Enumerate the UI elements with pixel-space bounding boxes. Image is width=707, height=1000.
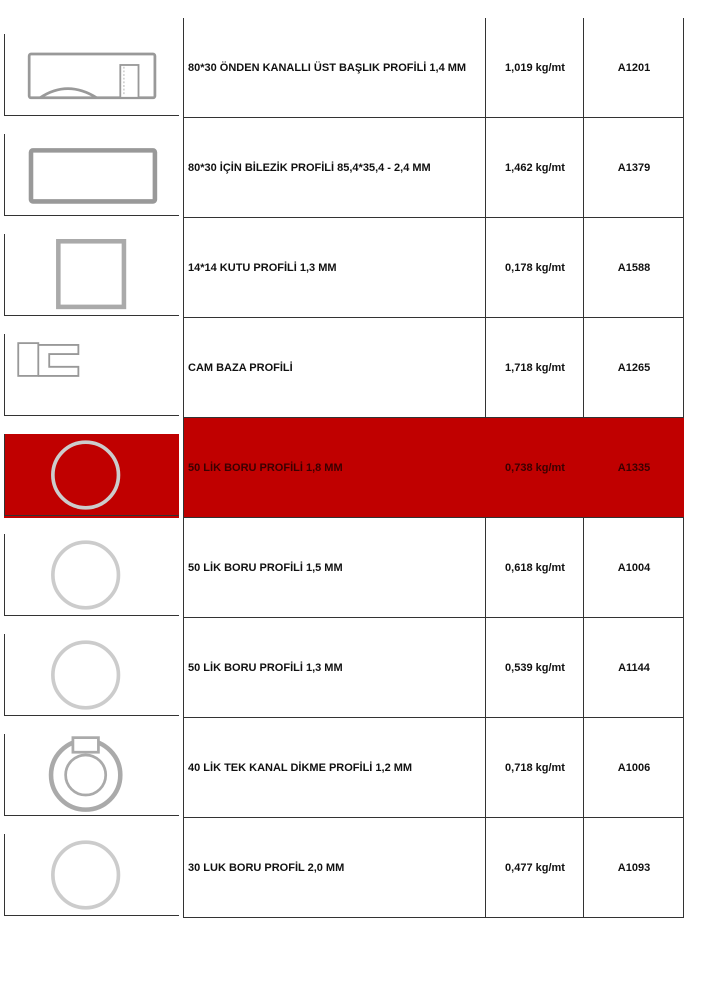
product-weight: 0,718 kg/mt: [505, 762, 565, 774]
round-tube-profile-icon: [5, 434, 180, 516]
round-tube-profile-icon: [5, 634, 180, 716]
round-tube-profile-icon: [5, 834, 180, 916]
product-name: CAM BAZA PROFİLİ: [188, 362, 293, 374]
product-name: 50 LİK BORU PROFİLİ 1,3 MM: [188, 662, 343, 674]
round-tube-profile-icon: [5, 534, 180, 616]
product-weight: 1,718 kg/mt: [505, 362, 565, 374]
product-row: [0, 518, 707, 618]
product-name: 50 LİK BORU PROFİLİ 1,5 MM: [188, 562, 343, 574]
product-weight: 1,019 kg/mt: [505, 62, 565, 74]
product-code: A1004: [617, 562, 651, 574]
product-row: [0, 18, 707, 118]
product-row: [0, 218, 707, 318]
product-image: [4, 234, 179, 316]
product-image: [4, 534, 179, 616]
product-image: [4, 34, 179, 116]
product-row: [0, 618, 707, 718]
product-code: A1265: [617, 362, 651, 374]
single-channel-post-profile-icon: [5, 734, 180, 816]
product-weight: 1,462 kg/mt: [505, 162, 565, 174]
product-row: [0, 718, 707, 818]
product-code: A1093: [617, 862, 651, 874]
product-image: [4, 434, 179, 516]
product-row: [0, 818, 707, 918]
row-divider: [183, 917, 684, 918]
product-weight: 0,477 kg/mt: [505, 862, 565, 874]
product-row: [0, 318, 707, 418]
product-code: A1144: [618, 662, 650, 674]
header-channel-profile-icon: [5, 34, 180, 116]
rectangular-ring-profile-icon: [5, 134, 180, 216]
product-name: 50 LİK BORU PROFİLİ 1,8 MM: [188, 462, 343, 474]
product-image: [4, 334, 179, 416]
product-code: A1201: [617, 62, 651, 74]
product-row: [0, 418, 707, 518]
product-row: [0, 118, 707, 218]
product-code: A1335: [617, 462, 651, 474]
product-image: [4, 834, 179, 916]
product-weight: 0,618 kg/mt: [505, 562, 565, 574]
product-image: [4, 634, 179, 716]
product-code: A1379: [617, 162, 651, 174]
product-name: 80*30 ÖNDEN KANALLI ÜST BAŞLIK PROFİLİ 1,4 MM: [188, 62, 467, 74]
product-weight: 0,178 kg/mt: [505, 262, 565, 274]
product-image: [4, 134, 179, 216]
product-code: A1588: [617, 262, 651, 274]
product-name: 40 LİK TEK KANAL DİKME PROFİLİ 1,2 MM: [188, 762, 413, 774]
product-name: 14*14 KUTU PROFİLİ 1,3 MM: [188, 262, 337, 274]
glass-base-profile-icon: [5, 334, 180, 416]
product-weight: 0,539 kg/mt: [505, 662, 565, 674]
product-code: A1006: [617, 762, 651, 774]
product-weight: 0,738 kg/mt: [505, 462, 565, 474]
product-name: 80*30 İÇİN BİLEZİK PROFİLİ 85,4*35,4 - 2,4 MM: [188, 162, 431, 174]
product-image: [4, 734, 179, 816]
square-box-profile-icon: [5, 234, 180, 316]
product-name: 30 LUK BORU PROFİL 2,0 MM: [188, 862, 345, 874]
